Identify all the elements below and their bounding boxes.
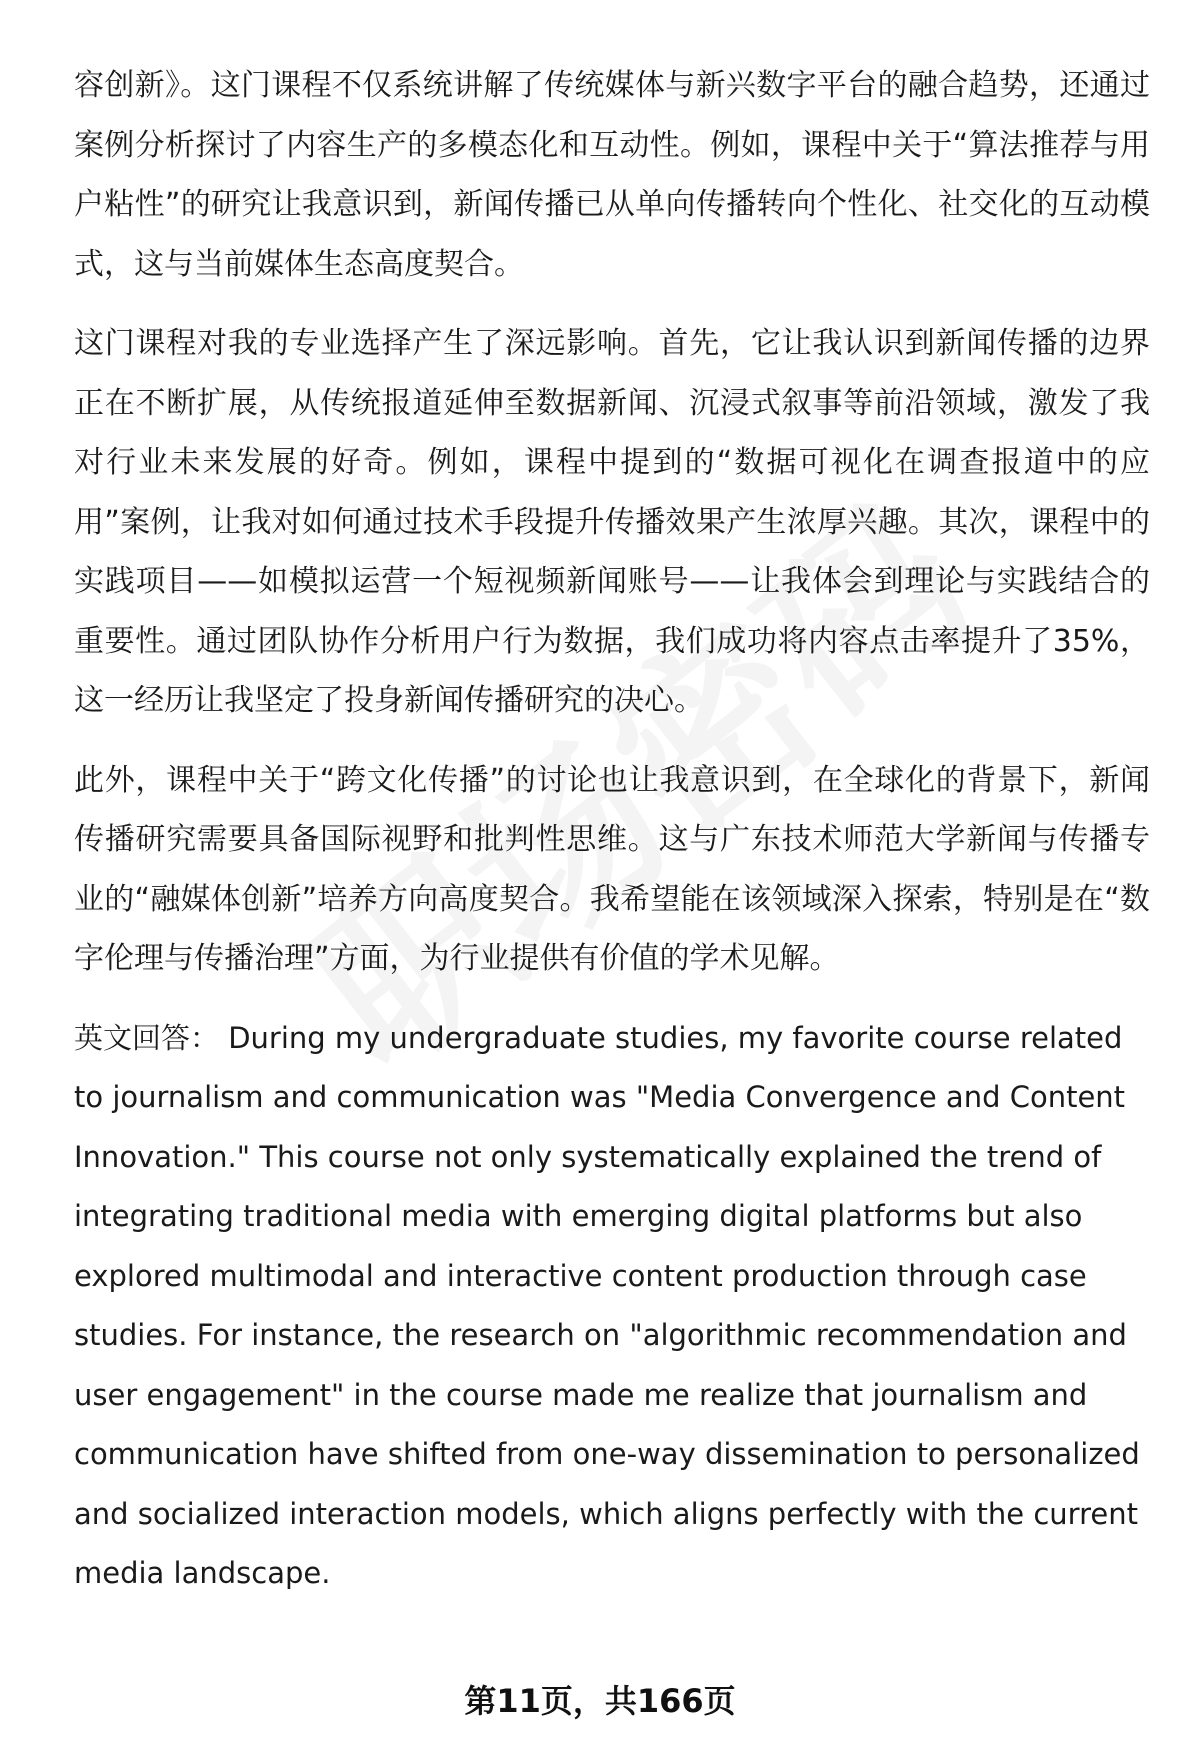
paragraph-course-impact: 这门课程对我的专业选择产生了深远影响。首先，它让我认识到新闻传播的边界正在不断扩展，从传统报道延伸至数据新闻、沉浸式叙事等前沿领域，激发了我对行业未来发展的好奇。例如，课程中提到的“数据可视化在调查报道中的应用”案例，让我对如何通过技术手段提升传播效果产生浓厚兴趣。其次，课程中的实践项目——如模拟运营一个短视频新闻账号——让我体会到理论与实践结合的重要性。通过团队协作分析用户行为数据，我们成功将内容点击率提升了35%，这一经历让我坚定了投身新闻传播研究的决心。	[74, 326, 1150, 718]
page-number-footer: 第11页，共166页	[464, 1682, 736, 1720]
paragraph-course-intro: 容创新》。这门课程不仅系统讲解了传统媒体与新兴数字平台的融合趋势，还通过案例分析探讨了内容生产的多模态化和互动性。例如，课程中关于“算法推荐与用户粘性”的研究让我意识到，新闻传播已从单向传播转向个性化、社交化的互动模式，这与当前媒体生态高度契合。	[74, 68, 1150, 282]
paragraph-english-answer: 英文回答： During my undergraduate studies, my favorite course related to journalism and communication was "Media Convergence and Content Innovation." This course not only systematically explained the trend of integrating traditional media with emerging digital platforms but also explored multimodal and interactive content production through case studies. For instance, the research on "algorithmic recommendation and user engagement" in the course made me realize that journalism and communication have shifted from one-way dissemination to personalized and socialized interaction models, which aligns perfectly with the current media landscape.	[74, 1020, 1140, 1590]
paragraph-cross-cultural: 此外，课程中关于“跨文化传播”的讨论也让我意识到，在全球化的背景下，新闻传播研究需要具备国际视野和批判性思维。这与广东技术师范大学新闻与传播专业的“融媒体创新”培养方向高度契合。我希望能在该领域深入探索，特别是在“数字伦理与传播治理”方面，为行业提供有价值的学术见解。	[74, 762, 1150, 976]
